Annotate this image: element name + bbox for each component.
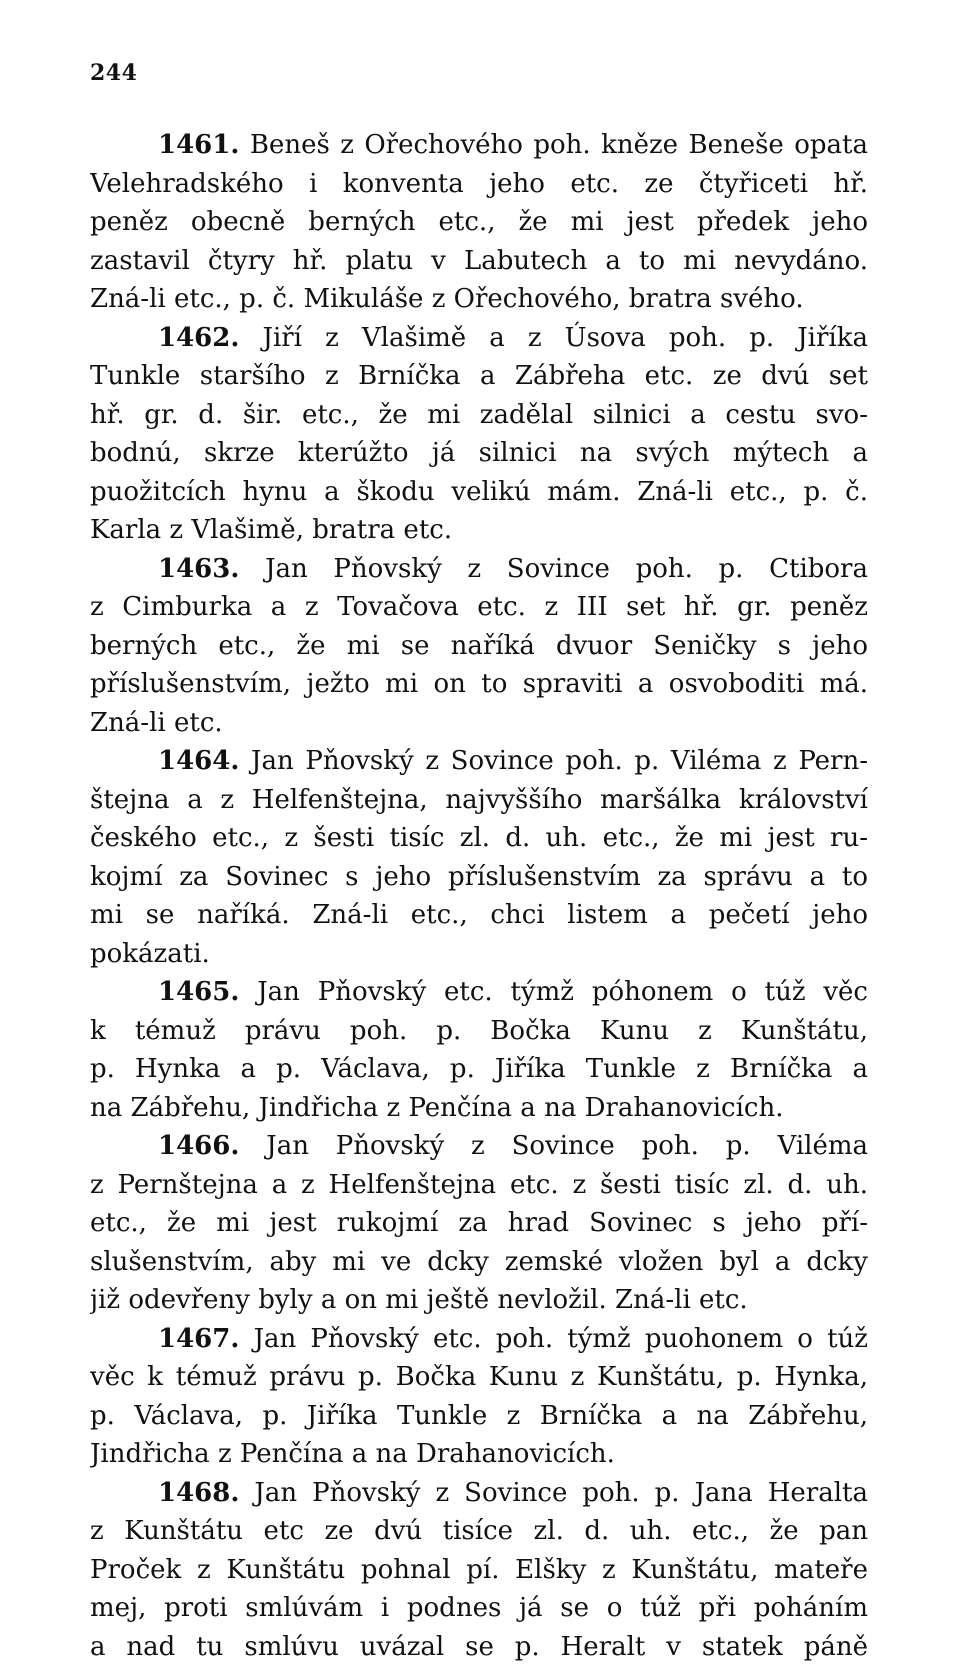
text-line — [90, 1050, 868, 1089]
text-line — [90, 1589, 868, 1628]
line-text: Jiří z Vlašimě a z Úsova poh. p. Jiříka — [239, 323, 868, 353]
text-line — [90, 704, 868, 743]
text-line — [90, 126, 868, 165]
text-line — [90, 1320, 868, 1359]
entry-number: 1466. — [158, 1131, 239, 1161]
line-text: věc k témuž právu p. Bočka Kunu z Kunštátu, p. Hynka, — [90, 1362, 868, 1392]
text-line — [90, 1127, 868, 1166]
line-text: Zná-li etc., p. č. Mikuláše z Ořechového, bratra svého. — [90, 284, 804, 314]
text-line — [90, 742, 868, 781]
text-line — [90, 935, 868, 974]
line-text: Beneš z Ořechového poh. kněze Beneše opata — [239, 130, 868, 160]
line-text: již odevřeny byly a on mi ještě nevložil. Zná-li etc. — [90, 1285, 748, 1315]
line-text: etc., že mi jest rukojmí za hrad Sovinec s jeho pří- — [90, 1208, 868, 1238]
text-line — [90, 242, 868, 281]
page-number: 244 — [90, 60, 137, 86]
entry-number: 1463. — [158, 554, 239, 584]
text-line — [90, 588, 868, 627]
text-line — [90, 858, 868, 897]
line-text: z Kunštátu etc ze dvú tisíce zl. d. uh. etc., že pan — [90, 1516, 868, 1546]
text-line — [90, 1243, 868, 1282]
text-line — [90, 1358, 868, 1397]
line-text: mej, proti smlúvám i podnes já se o túž při poháním — [90, 1593, 868, 1623]
line-text: peněz obecně berných etc., že mi jest předek jeho — [90, 207, 868, 237]
entry-number: 1467. — [158, 1324, 239, 1354]
line-text: z Cimburka a z Tovačova etc. z III set hř. gr. peněz — [90, 592, 868, 622]
line-text: bodnú, skrze kterúžto já silnici na svých mýtech a — [90, 438, 868, 468]
text-line — [90, 280, 868, 319]
text-line — [90, 896, 868, 935]
text-line — [90, 203, 868, 242]
text-line — [90, 1435, 868, 1474]
line-text: a nad tu smlúvu uvázal se p. Heralt v statek páně — [90, 1632, 868, 1662]
line-text: puožitcích hynu a škodu velikú mám. Zná-li etc., p. č. — [90, 477, 868, 507]
line-text: příslušenstvím, ježto mi on to spraviti a osvoboditi má. — [90, 669, 868, 699]
text-line — [90, 973, 868, 1012]
line-text: Karla z Vlašimě, bratra etc. — [90, 515, 452, 545]
body-text — [90, 126, 868, 1666]
line-text: kojmí za Sovinec s jeho příslušenstvím za správu a to — [90, 862, 868, 892]
line-text: štejna a z Helfenštejna, najvyššího maršálka království — [90, 785, 868, 815]
text-line — [90, 1281, 868, 1320]
line-text: p. Hynka a p. Václava, p. Jiříka Tunkle z Brníčka a — [90, 1054, 868, 1084]
entry-number: 1464. — [158, 746, 239, 776]
text-line — [90, 1012, 868, 1051]
line-text: Jan Pňovský z Sovince poh. p. Viléma z Pern- — [239, 746, 868, 776]
line-text: hř. gr. d. šir. etc., že mi zadělal silnici a cestu svo- — [90, 400, 868, 430]
line-text: Tunkle staršího z Brníčka a Zábřeha etc. ze dvú set — [90, 361, 868, 391]
text-line — [90, 1551, 868, 1590]
text-line — [90, 165, 868, 204]
text-line — [90, 1166, 868, 1205]
line-text: Jan Pňovský z Sovince poh. p. Jana Heralta — [239, 1478, 868, 1508]
line-text: Velehradského i konventa jeho etc. ze čtyřiceti hř. — [90, 169, 868, 199]
text-line — [90, 1089, 868, 1128]
entry-number: 1462. — [158, 323, 239, 353]
entry-number: 1461. — [158, 130, 239, 160]
line-text: k témuž právu poh. p. Bočka Kunu z Kunštátu, — [90, 1016, 868, 1046]
text-line — [90, 781, 868, 820]
line-text: slušenstvím, aby mi ve dcky zemské vložen byl a dcky — [90, 1247, 868, 1277]
line-text: Jan Pňovský etc. poh. týmž puohonem o túž — [239, 1324, 868, 1354]
text-line — [90, 511, 868, 550]
entry-number: 1468. — [158, 1478, 239, 1508]
text-line — [90, 357, 868, 396]
line-text: Jan Pňovský z Sovince poh. p. Ctibora — [239, 554, 868, 584]
line-text: Jan Pňovský z Sovince poh. p. Viléma — [239, 1131, 868, 1161]
line-text: Jindřicha z Penčína a na Drahanovicích. — [90, 1439, 615, 1469]
line-text: na Zábřehu, Jindřicha z Penčína a na Drahanovicích. — [90, 1093, 783, 1123]
line-text: českého etc., z šesti tisíc zl. d. uh. etc., že mi jest ru- — [90, 823, 868, 853]
line-text: Proček z Kunštátu pohnal pí. Elšky z Kunštátu, mateře — [90, 1555, 868, 1585]
line-text: Jan Pňovský etc. týmž póhonem o túž věc — [239, 977, 868, 1007]
text-line — [90, 1512, 868, 1551]
text-line — [90, 1474, 868, 1513]
text-line — [90, 665, 868, 704]
text-line — [90, 627, 868, 666]
line-text: p. Václava, p. Jiříka Tunkle z Brníčka a na Zábřehu, — [90, 1401, 868, 1431]
line-text: mi se naříká. Zná-li etc., chci listem a pečetí jeho — [90, 900, 868, 930]
line-text: zastavil čtyry hř. platu v Labutech a to mi nevydáno. — [90, 246, 868, 276]
text-line — [90, 819, 868, 858]
line-text: Zná-li etc. — [90, 708, 223, 738]
text-line — [90, 473, 868, 512]
text-line — [90, 1628, 868, 1666]
text-line — [90, 1204, 868, 1243]
entry-number: 1465. — [158, 977, 239, 1007]
line-text: pokázati. — [90, 939, 210, 969]
line-text: z Pernštejna a z Helfenštejna etc. z šesti tisíc zl. d. uh. — [90, 1170, 868, 1200]
text-line — [90, 396, 868, 435]
text-line — [90, 319, 868, 358]
text-line — [90, 434, 868, 473]
text-line — [90, 1397, 868, 1436]
line-text: berných etc., že mi se naříká dvuor Seničky s jeho — [90, 631, 868, 661]
text-line — [90, 550, 868, 589]
